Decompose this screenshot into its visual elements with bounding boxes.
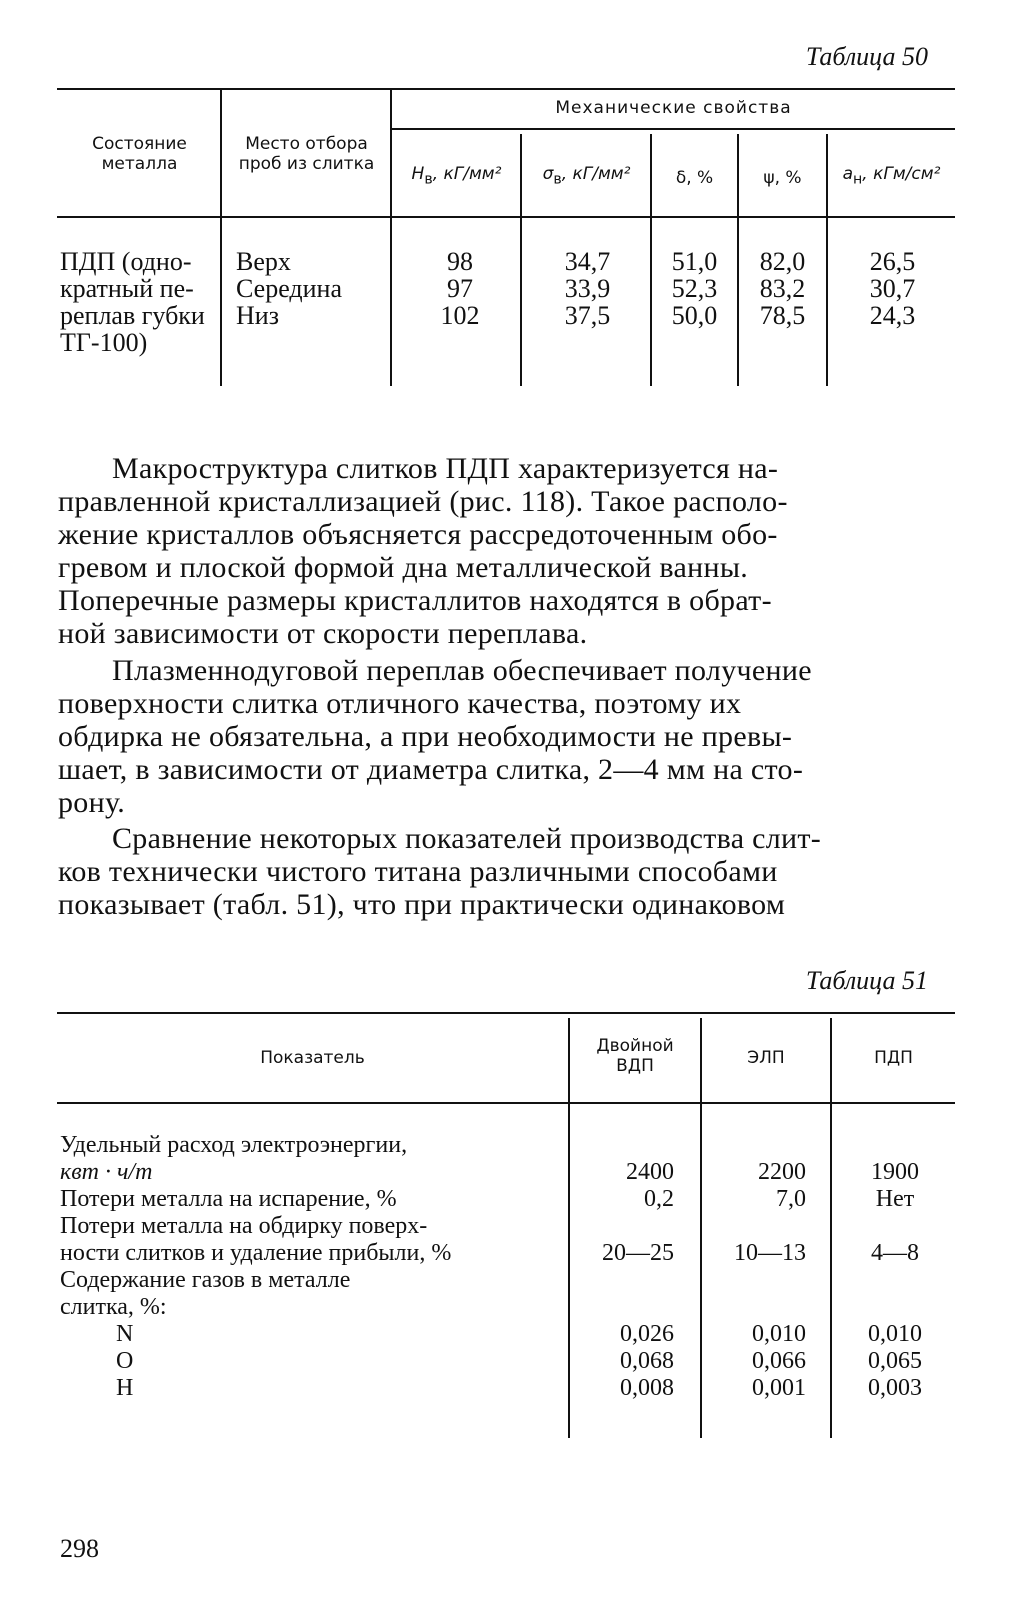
pdp-value: Нет bbox=[875, 1186, 915, 1212]
table-50-header-psi: ψ, % bbox=[763, 168, 802, 188]
paragraph-2 bbox=[58, 654, 958, 819]
place-item: Верх bbox=[236, 247, 291, 276]
text-line: ков технически чистого титана различными способами bbox=[58, 855, 778, 888]
text-line: показывает (табл. 51), что при практически одинаковом bbox=[58, 888, 786, 921]
text-line: Плазменнодуговой переплав обеспечивает получение bbox=[112, 654, 812, 687]
table-50-top-rule bbox=[57, 88, 955, 90]
table-row-label: Потери металла на испарение, % bbox=[60, 1186, 397, 1212]
table-50-delta-values bbox=[652, 248, 737, 329]
header-line: Место отбора bbox=[245, 134, 368, 154]
table-50-header-ak bbox=[828, 164, 955, 189]
delta-value: 52,3 bbox=[671, 274, 718, 303]
elp-value: 10—13 bbox=[734, 1240, 806, 1266]
state-line: ПДП (одно- bbox=[60, 247, 192, 276]
header-line: ВДП bbox=[616, 1056, 654, 1076]
vdp-value: 0,026 bbox=[620, 1321, 674, 1347]
table-51-vdp-values bbox=[574, 1159, 674, 1402]
hb-value: 98 bbox=[447, 247, 473, 276]
psi-value: 83,2 bbox=[759, 274, 806, 303]
table-row-label: ности слитков и удаление прибыли, % bbox=[60, 1240, 452, 1266]
text-line: гревом и плоской формой дна металлической ванны. bbox=[58, 551, 749, 584]
table-51-header-indicator: Показатель bbox=[260, 1048, 365, 1068]
text-line: рону. bbox=[58, 786, 126, 819]
header-line: металла bbox=[101, 154, 178, 174]
table-50-header-place bbox=[223, 134, 390, 174]
text-line: правленной кристаллизацией (рис. 118). Такое располо- bbox=[58, 485, 788, 518]
header-line: Состояние bbox=[92, 134, 187, 154]
paragraph-3 bbox=[58, 822, 958, 921]
table-50-col-divider bbox=[220, 90, 222, 386]
table-row-label: Удельный расход электроэнергии, bbox=[60, 1132, 408, 1158]
hb-sub: в bbox=[424, 171, 433, 188]
text-line: ной зависимости от скорости переплава. bbox=[58, 617, 588, 650]
page-number: 298 bbox=[60, 1534, 99, 1563]
table-50-header-hb bbox=[393, 164, 520, 189]
table-50-ak-values bbox=[830, 248, 955, 329]
table-50-mech-rule bbox=[392, 128, 955, 130]
pdp-value: 0,065 bbox=[868, 1348, 922, 1374]
place-item: Середина bbox=[236, 274, 342, 303]
elp-value: 2200 bbox=[758, 1159, 806, 1185]
vdp-value: 0,2 bbox=[644, 1186, 674, 1212]
psi-value: 82,0 bbox=[759, 247, 806, 276]
table-51-caption: Таблица 51 bbox=[805, 966, 928, 995]
hb-unit: , кГ/мм² bbox=[432, 164, 502, 184]
text-line: поверхности слитка отличного качества, поэтому их bbox=[58, 687, 742, 720]
sb-symbol: σ bbox=[542, 164, 554, 184]
table-51-col-divider bbox=[830, 1018, 832, 1438]
table-row-label: слитка, %: bbox=[60, 1294, 167, 1320]
elp-value: 0,001 bbox=[752, 1375, 806, 1401]
table-50-header-state bbox=[62, 134, 217, 174]
table-50-caption: Таблица 50 bbox=[805, 42, 928, 71]
table-50-header-rule bbox=[57, 216, 955, 218]
table-row-label: N bbox=[116, 1321, 134, 1347]
ak-value: 26,5 bbox=[869, 247, 916, 276]
ak-unit: , кГм/см² bbox=[862, 164, 941, 184]
elp-value: 0,066 bbox=[752, 1348, 806, 1374]
table-row-label: Потери металла на обдирку поверх- bbox=[60, 1213, 428, 1239]
text-line: Поперечные размеры кристаллитов находятся в обрат- bbox=[58, 584, 772, 617]
table-51-header-vdp bbox=[570, 1036, 700, 1076]
vdp-value: 20—25 bbox=[602, 1240, 674, 1266]
text-line: жение кристаллов объясняется рассредоточенным обо- bbox=[58, 518, 778, 551]
table-50-places bbox=[236, 248, 386, 329]
pdp-value: 4—8 bbox=[871, 1240, 919, 1266]
delta-value: 51,0 bbox=[671, 247, 718, 276]
pdp-value: 0,010 bbox=[868, 1321, 922, 1347]
table-50-col-divider bbox=[390, 90, 392, 386]
table-50-col-divider bbox=[520, 134, 522, 386]
table-51-header-pdp: ПДП bbox=[874, 1048, 913, 1068]
table-row-label: Содержание газов в металле bbox=[60, 1267, 351, 1293]
pdp-value bbox=[836, 1213, 954, 1240]
vdp-value: 2400 bbox=[626, 1159, 674, 1185]
table-50-header-mech: Механические свойства bbox=[555, 98, 792, 118]
table-51-top-rule bbox=[57, 1012, 955, 1014]
elp-value bbox=[706, 1267, 806, 1321]
psi-value: 78,5 bbox=[759, 301, 806, 330]
sb-unit: , кГ/мм² bbox=[561, 164, 631, 184]
table-50-header-sb bbox=[523, 164, 650, 189]
hb-symbol: H bbox=[411, 164, 425, 184]
table-50-psi-values bbox=[739, 248, 826, 329]
elp-value: 7,0 bbox=[776, 1186, 806, 1212]
pdp-value: 0,003 bbox=[868, 1375, 922, 1401]
sb-value: 34,7 bbox=[564, 247, 611, 276]
text-line: Сравнение некоторых показателей производства слит- bbox=[112, 822, 822, 855]
hb-value: 97 bbox=[447, 274, 473, 303]
header-line: Двойной bbox=[596, 1036, 674, 1056]
place-item: Низ bbox=[236, 301, 279, 330]
state-line: ТГ-100) bbox=[60, 328, 148, 357]
text-line: обдирка не обязательна, а при необходимости не превы- bbox=[58, 720, 793, 753]
text-line: шает, в зависимости от диаметра слитка, 2—4 мм на сто- bbox=[58, 753, 804, 786]
table-row-label: O bbox=[116, 1348, 134, 1374]
table-50-hb-values bbox=[400, 248, 520, 329]
state-line: реплав губки bbox=[60, 301, 205, 330]
sb-value: 37,5 bbox=[564, 301, 611, 330]
vdp-value bbox=[574, 1267, 674, 1321]
vdp-value: 0,068 bbox=[620, 1348, 674, 1374]
table-51-col-divider bbox=[700, 1018, 702, 1438]
table-51-header-elp: ЭЛП bbox=[747, 1048, 785, 1068]
vdp-value bbox=[574, 1213, 674, 1240]
vdp-value: 0,008 bbox=[620, 1375, 674, 1401]
paragraph-1 bbox=[58, 452, 958, 650]
sb-sub: в bbox=[553, 171, 562, 188]
table-51-pdp-values bbox=[836, 1159, 954, 1402]
sb-value: 33,9 bbox=[564, 274, 611, 303]
table-50-state-value bbox=[60, 248, 220, 356]
delta-value: 50,0 bbox=[671, 301, 718, 330]
table-51-header-rule bbox=[57, 1102, 955, 1104]
state-line: кратный пе- bbox=[60, 274, 194, 303]
ak-value: 30,7 bbox=[869, 274, 916, 303]
ak-value: 24,3 bbox=[869, 301, 916, 330]
pdp-value: 1900 bbox=[871, 1159, 919, 1185]
table-row-label: квт · ч/т bbox=[60, 1159, 153, 1185]
table-row-label: H bbox=[116, 1375, 134, 1401]
table-51-elp-values bbox=[706, 1159, 806, 1402]
header-line: проб из слитка bbox=[238, 154, 375, 174]
hb-value: 102 bbox=[440, 301, 480, 330]
ak-sub: н bbox=[853, 171, 863, 188]
text-line: Макроструктура слитков ПДП характеризуется на- bbox=[112, 452, 779, 485]
table-51-labels bbox=[60, 1132, 570, 1402]
table-50-sb-values bbox=[525, 248, 650, 329]
ak-symbol: a bbox=[842, 164, 854, 184]
elp-value bbox=[706, 1213, 806, 1240]
elp-value: 0,010 bbox=[752, 1321, 806, 1347]
pdp-value bbox=[836, 1267, 954, 1321]
table-50-header-delta: δ, % bbox=[675, 168, 714, 188]
